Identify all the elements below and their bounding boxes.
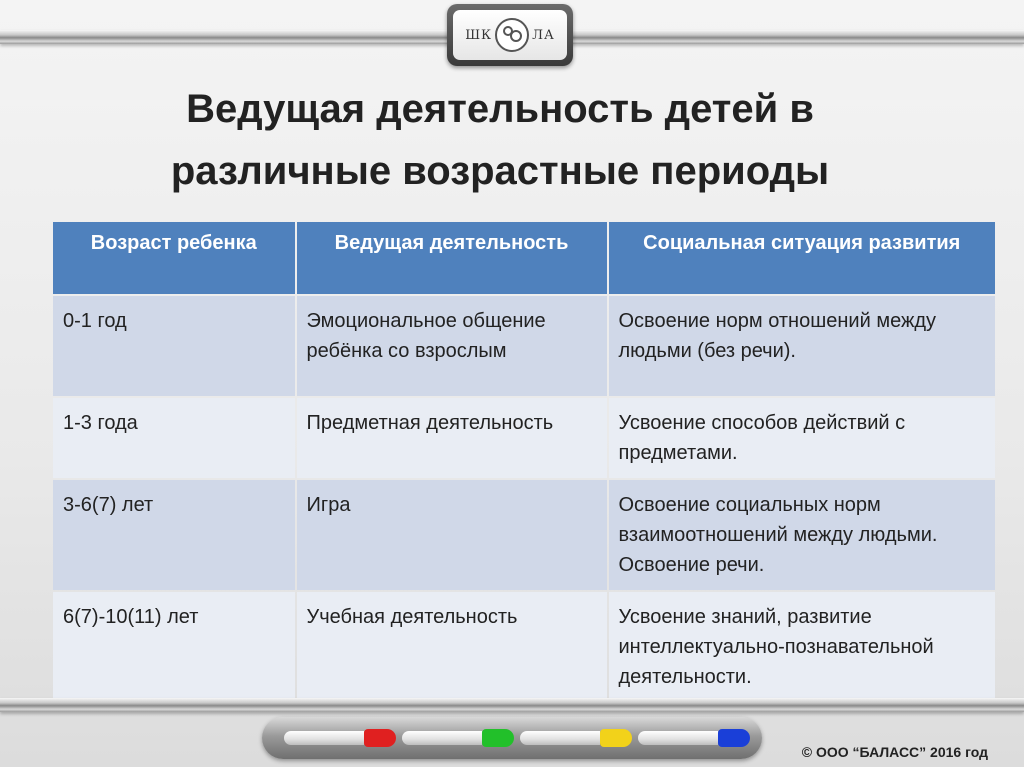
title-line-2: различные возрастные периоды (170, 149, 830, 193)
header-age: Возраст ребенка (53, 222, 295, 294)
table-row (53, 296, 995, 396)
slide-title (90, 78, 910, 202)
marker-cap (718, 729, 750, 747)
logo-emblem-icon (495, 18, 529, 52)
yellow-marker-icon (520, 729, 632, 747)
cell-activity: Учебная деятельность (297, 592, 607, 702)
green-marker-icon (402, 729, 514, 747)
cell-situation: Усвоение способов действий с предметами. (609, 398, 996, 478)
table-row (53, 592, 995, 702)
table-row (53, 398, 995, 478)
cell-situation: Освоение социальных норм взаимоотношений между людьми. Освоение речи. (609, 480, 996, 590)
logo-text-left: ШК (465, 27, 493, 43)
header-activity: Ведущая деятельность (297, 222, 607, 294)
table-header-row (53, 222, 995, 294)
cell-situation: Усвоение знаний, развитие интеллектуально-познавательной деятельности. (609, 592, 996, 702)
marker-cap (364, 729, 396, 747)
activity-table (51, 220, 997, 704)
marker-cap (600, 729, 632, 747)
cell-age: 0-1 год (53, 296, 295, 396)
marker-cap (482, 729, 514, 747)
table-row (53, 480, 995, 590)
marker-tray (262, 717, 762, 759)
header-situation: Социальная ситуация развития (609, 222, 996, 294)
bottom-rail (0, 698, 1024, 712)
blue-marker-icon (638, 729, 750, 747)
school-logo (447, 4, 573, 66)
logo-text-right: ЛА (532, 27, 555, 43)
cell-age: 1-3 года (53, 398, 295, 478)
red-marker-icon (284, 729, 396, 747)
cell-situation: Освоение норм отношений между людьми (без речи). (609, 296, 996, 396)
cell-activity: Предметная деятельность (297, 398, 607, 478)
title-line-1: Ведущая деятельность детей в (186, 87, 814, 131)
cell-age: 6(7)-10(11) лет (53, 592, 295, 702)
cell-activity: Эмоциональное общение ребёнка со взрослым (297, 296, 607, 396)
cell-activity: Игра (297, 480, 607, 590)
cell-age: 3-6(7) лет (53, 480, 295, 590)
copyright-text: © ООО “БАЛАСС” 2016 год (801, 744, 988, 760)
